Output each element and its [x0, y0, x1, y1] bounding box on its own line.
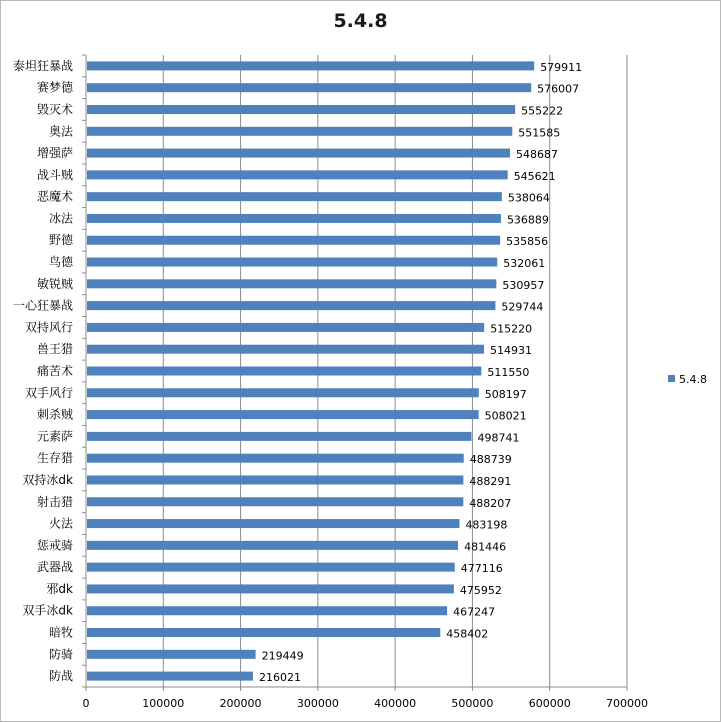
bar: [87, 650, 256, 659]
data-label: 530957: [502, 278, 545, 292]
data-label: 579911: [540, 60, 583, 74]
data-label: 488291: [469, 474, 512, 488]
category-label: 暗牧: [48, 625, 73, 640]
category-label: 双手冰dk: [22, 603, 73, 618]
data-label: 538064: [507, 191, 550, 205]
data-label: 216021: [258, 671, 301, 685]
category-label: 双持风行: [24, 320, 73, 335]
data-label: 545621: [513, 169, 556, 183]
category-label: 泰坦狂暴战: [12, 58, 73, 73]
category-label: 防骑: [48, 647, 73, 662]
category-label: 鸟德: [48, 255, 73, 270]
chart-title: 5.4.8: [333, 10, 388, 32]
bar: [87, 410, 479, 419]
data-label: 477116: [460, 562, 503, 576]
data-label: 219449: [261, 649, 304, 663]
category-label: 恶魔术: [36, 189, 73, 204]
category-label: 冰法: [48, 211, 73, 226]
data-label: 514931: [489, 344, 532, 358]
category-label: 痛苦术: [36, 364, 73, 378]
category-label: 生存猎: [36, 451, 73, 466]
category-label: 毁灭术: [36, 102, 73, 117]
x-tick-label: 200000: [219, 697, 262, 710]
x-tick-label: 600000: [528, 697, 571, 710]
data-label: 467247: [453, 605, 496, 619]
data-label: 498741: [477, 431, 520, 445]
legend-swatch: [668, 375, 675, 382]
data-label: 576007: [537, 82, 580, 96]
category-label: 野德: [48, 233, 73, 248]
x-tick-label: 100000: [142, 697, 185, 710]
category-label: 赛梦德: [36, 80, 73, 95]
bar: [87, 367, 481, 376]
category-label: 增强萨: [36, 146, 73, 161]
category-label: 战斗贼: [36, 167, 73, 182]
data-label: 511550: [487, 366, 530, 379]
x-tick-label: 0: [82, 697, 90, 710]
bar: [87, 388, 479, 397]
category-label: 奥法: [48, 124, 73, 139]
data-label: 508021: [484, 409, 527, 423]
bar: [87, 606, 447, 615]
x-tick-label: 300000: [296, 697, 339, 710]
data-label: 488207: [469, 496, 512, 510]
bar: [87, 236, 500, 245]
bar: [87, 497, 463, 506]
data-label: 555222: [521, 104, 564, 118]
x-tick-label: 400000: [374, 697, 417, 710]
bar: [87, 454, 464, 463]
bar: [87, 584, 454, 593]
category-label: 双手风行: [24, 385, 73, 400]
category-label: 双持冰dk: [22, 472, 73, 487]
legend-label: 5.4.8: [679, 373, 707, 386]
bar: [87, 149, 510, 158]
data-label: 508197: [484, 387, 527, 401]
bar: [87, 127, 512, 136]
category-label: 刺杀贼: [36, 407, 73, 422]
bar: [87, 192, 502, 201]
bar: [87, 672, 253, 681]
bar: [87, 432, 471, 441]
bar: [87, 541, 458, 550]
bar: [87, 323, 484, 332]
bar: [87, 83, 531, 92]
category-label: 火法: [48, 516, 73, 531]
data-label: 488739: [469, 453, 512, 467]
data-label: 515220: [490, 322, 533, 336]
data-label: 536889: [506, 213, 549, 227]
data-label: 532061: [503, 257, 546, 271]
bar: [87, 214, 501, 223]
bar: [87, 105, 515, 114]
category-label: 射击猎: [36, 494, 73, 509]
category-label: 元素萨: [36, 429, 73, 444]
bar: [87, 345, 484, 354]
bar: [87, 170, 508, 179]
bar: [87, 301, 495, 310]
data-label: 483198: [465, 518, 508, 532]
bar: [87, 563, 455, 572]
x-tick-label: 500000: [451, 697, 494, 710]
bar: [87, 61, 534, 70]
category-label: 敏锐贼: [36, 276, 73, 291]
category-label: 邪dk: [46, 581, 73, 596]
data-label: 529744: [501, 300, 544, 314]
category-label: 一心狂暴战: [12, 298, 73, 313]
bar: [87, 519, 459, 528]
data-label: 481446: [464, 540, 507, 554]
data-label: 475952: [459, 583, 502, 597]
bar: [87, 475, 463, 484]
category-label: 防战: [48, 669, 73, 684]
category-label: 武器战: [36, 560, 73, 575]
data-label: 548687: [516, 148, 559, 162]
bar: [87, 628, 440, 637]
bar: [87, 258, 497, 267]
data-label: 458402: [446, 627, 489, 641]
category-label: 惩戒骑: [36, 538, 73, 553]
x-tick-label: 700000: [606, 697, 648, 710]
bar: [87, 279, 496, 288]
data-label: 551585: [518, 126, 561, 140]
data-label: 535856: [506, 235, 549, 249]
category-label: 兽王猎: [36, 342, 73, 357]
